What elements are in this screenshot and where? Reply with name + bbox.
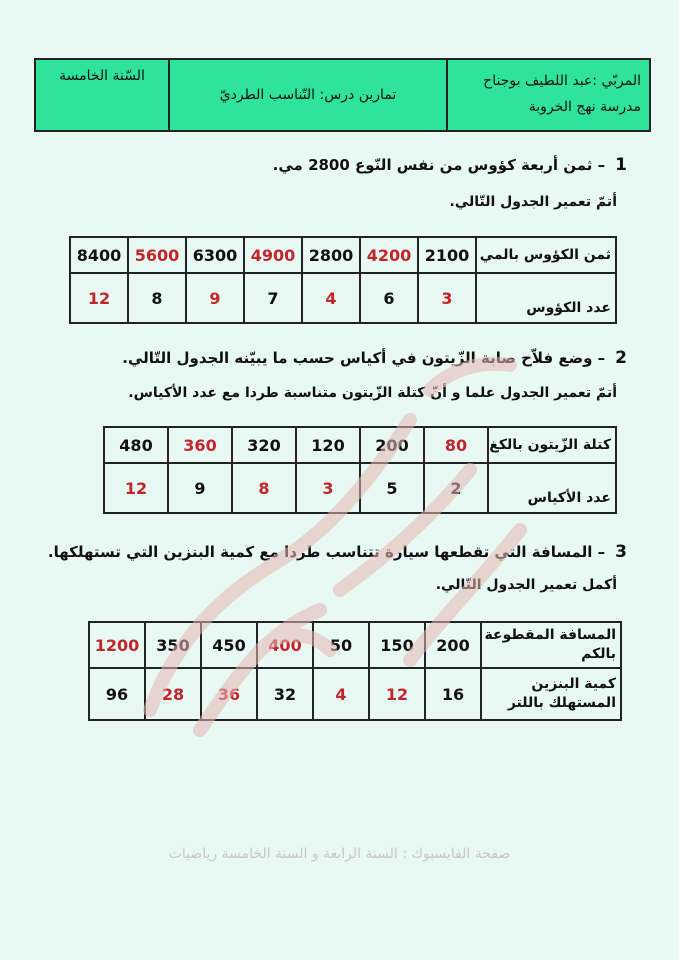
exercise-3-number: 3 (615, 542, 627, 562)
row-label-line: المسافة المقطوعة (484, 627, 616, 643)
table-cell: 1200 (89, 622, 145, 668)
table-cell: 320 (232, 427, 296, 463)
exercise-1-table (69, 236, 617, 324)
lesson-title-cell (168, 60, 446, 130)
school-name: مدرسة نهج الخروبة (528, 99, 641, 115)
table-cell: 4200 (360, 237, 418, 273)
exercise-2-number: 2 (615, 348, 627, 368)
exercise-3-instruction: أكمل تعمير الجدول التّالي. (435, 577, 617, 593)
grade-cell (36, 60, 168, 130)
table-cell: 28 (145, 668, 201, 720)
exercise-3-text: – المسافة التي تقطعها سيارة تتناسب طردا مع كمية البنزين التي تستهلكها. (47, 543, 606, 561)
grade-label: السّنة الخامسة (59, 68, 145, 84)
exercise-1-statement (273, 155, 627, 175)
exercise-2-text: – وضع فلاّح صابة الزّيتون في أكياس حسب ما يبيّنه الجدول التّالي. (122, 349, 606, 367)
teacher-name: المربّي :عبد اللطيف بوجناح (483, 73, 641, 89)
table-cell: 350 (145, 622, 201, 668)
table-cell: 9 (186, 273, 244, 323)
table-cell: 9 (168, 463, 232, 513)
exercise-3-statement (48, 542, 627, 562)
table-cell: 4900 (244, 237, 302, 273)
table-cell: 12 (104, 463, 168, 513)
row-label: ثمن الكؤوس بالمي (476, 237, 616, 273)
table-cell: 6300 (186, 237, 244, 273)
exercise-2-statement (122, 348, 627, 368)
table-cell: 4 (302, 273, 360, 323)
row-label: عدد الكؤوس (476, 273, 616, 323)
table-cell: 450 (201, 622, 257, 668)
row-label (481, 668, 621, 720)
header-box (34, 58, 651, 132)
table-cell: 12 (369, 668, 425, 720)
table-cell: 3 (296, 463, 360, 513)
row-label-line: كمية البنزين (531, 676, 616, 692)
exercise-1-text: – ثمن أربعة كؤوس من نفس النّوع 2800 مي. (272, 156, 606, 174)
table-cell: 6 (360, 273, 418, 323)
row-label: كتلة الزّيتون بالكغ (488, 427, 616, 463)
row-label-line: المستهلك باللتر (507, 695, 616, 711)
table-cell: 200 (425, 622, 481, 668)
table-cell: 5 (360, 463, 424, 513)
table-cell: 360 (168, 427, 232, 463)
row-label: عدد الأكياس (488, 463, 616, 513)
table-cell: 480 (104, 427, 168, 463)
table-cell: 80 (424, 427, 488, 463)
exercise-1-number: 1 (615, 155, 627, 175)
table-cell: 16 (425, 668, 481, 720)
table-cell: 2800 (302, 237, 360, 273)
table-cell: 50 (313, 622, 369, 668)
footer-facebook-page: صفحة الفايسبوك : السنة الرابعة و السنة الخامسة رياضيات (168, 846, 511, 862)
table-cell: 36 (201, 668, 257, 720)
table-cell: 5600 (128, 237, 186, 273)
table-cell: 8400 (70, 237, 128, 273)
lesson-title: تمارين درس: التّناسب الطرديّ (219, 87, 397, 103)
table-cell: 200 (360, 427, 424, 463)
row-label (481, 622, 621, 668)
exercise-1-instruction: أتمّ تعمير الجدول التّالي. (449, 194, 617, 210)
table-cell: 32 (257, 668, 313, 720)
table-cell: 96 (89, 668, 145, 720)
table-cell: 8 (128, 273, 186, 323)
teacher-cell (446, 60, 649, 130)
table-cell: 12 (70, 273, 128, 323)
table-cell: 2 (424, 463, 488, 513)
table-cell: 7 (244, 273, 302, 323)
table-cell: 2100 (418, 237, 476, 273)
table-cell: 3 (418, 273, 476, 323)
exercise-2-table (103, 426, 617, 514)
table-cell: 8 (232, 463, 296, 513)
table-cell: 150 (369, 622, 425, 668)
table-cell: 4 (313, 668, 369, 720)
table-cell: 400 (257, 622, 313, 668)
table-cell: 120 (296, 427, 360, 463)
exercise-2-instruction: أتمّ تعمير الجدول علما و أنّ كتلة الزّيتون متناسبة طردا مع عدد الأكياس. (128, 385, 617, 401)
row-label-line: بالكم (581, 646, 616, 662)
exercise-3-table (88, 621, 622, 721)
